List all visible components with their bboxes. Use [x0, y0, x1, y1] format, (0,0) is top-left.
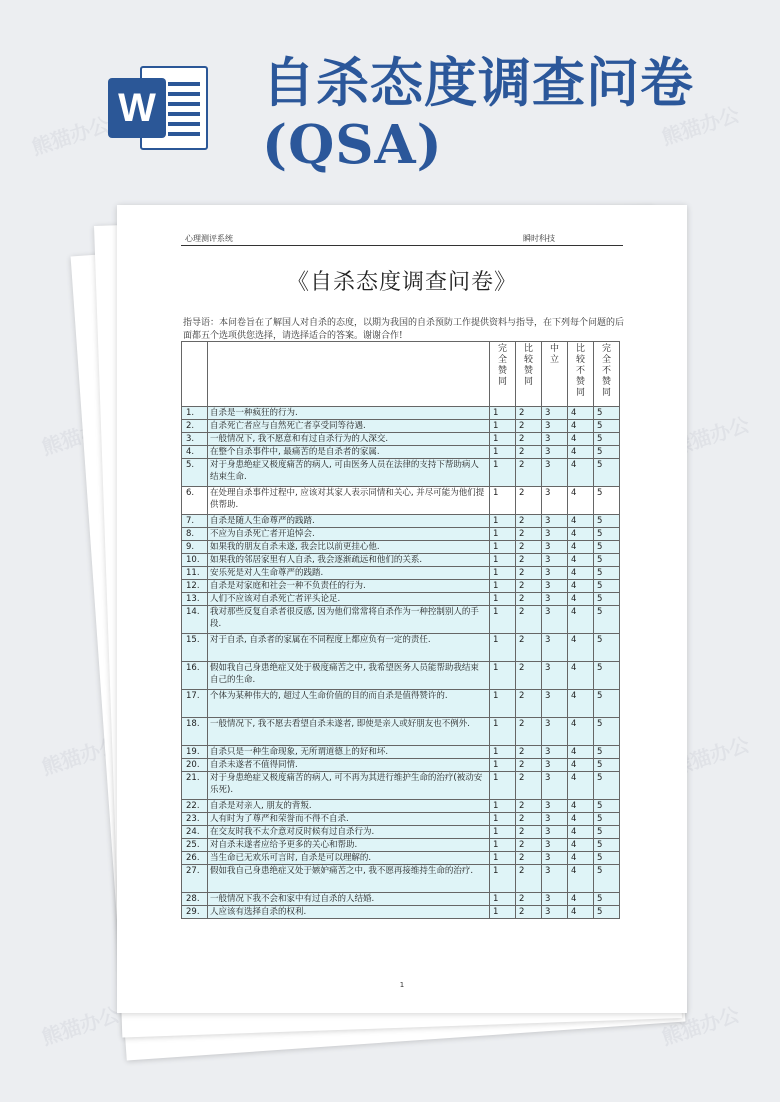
instructions: 指导语：本问卷旨在了解国人对自杀的态度，以期为我国的自杀预防工作提供资料与指导，在下列每个问题的后面都五个选项供您选择，请选择适合的答案。谢谢合作!	[183, 318, 625, 341]
item-number: 23.	[182, 813, 208, 826]
answer-option[interactable]: 4	[568, 554, 594, 567]
answer-option[interactable]: 3	[542, 746, 568, 759]
table-row	[182, 718, 620, 746]
item-statement: 对于身患绝症又极度痛苦的病人, 可不再为其进行维护生命的治疗(被动安乐死).	[208, 772, 490, 800]
answer-option[interactable]: 1	[490, 567, 516, 580]
page-number: 1	[399, 981, 405, 989]
table-row	[182, 839, 620, 852]
table-row	[182, 759, 620, 772]
item-statement: 当生命已无欢乐可言时, 自杀是可以理解的.	[208, 852, 490, 865]
item-number: 29.	[182, 906, 208, 919]
answer-option[interactable]: 5	[594, 541, 620, 554]
answer-option[interactable]: 2	[516, 690, 542, 718]
answer-option[interactable]: 2	[516, 593, 542, 606]
answer-option[interactable]: 1	[490, 634, 516, 662]
item-statement: 自杀是对亲人, 朋友的背叛.	[208, 800, 490, 813]
answer-option[interactable]: 3	[542, 541, 568, 554]
answer-option[interactable]: 4	[568, 662, 594, 690]
item-number: 7.	[182, 515, 208, 528]
page-header	[181, 233, 623, 246]
item-statement: 对自杀未遂者应给予更多的关心和帮助.	[208, 839, 490, 852]
item-number: 21.	[182, 772, 208, 800]
answer-option[interactable]: 2	[516, 746, 542, 759]
answer-option[interactable]: 4	[568, 459, 594, 487]
item-statement: 自杀是随人生命尊严的践踏.	[208, 515, 490, 528]
column-header: 中立	[542, 342, 568, 407]
watermark: 熊猫办公	[38, 412, 123, 460]
answer-option[interactable]: 3	[542, 593, 568, 606]
answer-option[interactable]: 5	[594, 580, 620, 593]
answer-option[interactable]: 3	[542, 772, 568, 800]
item-statement: 自杀是一种疯狂的行为.	[208, 407, 490, 420]
banner-title-line2: (QSA)	[262, 114, 443, 176]
item-statement: 个体为某种伟大的, 超过人生命价值的目的而自杀是值得赞许的.	[208, 690, 490, 718]
answer-option[interactable]: 3	[542, 662, 568, 690]
answer-option[interactable]: 4	[568, 606, 594, 634]
item-statement: 自杀是对家庭和社会一种不负责任的行为.	[208, 580, 490, 593]
answer-option[interactable]: 4	[568, 813, 594, 826]
watermark: 熊猫办公	[658, 102, 743, 150]
answer-option[interactable]: 5	[594, 839, 620, 852]
answer-option[interactable]: 4	[568, 593, 594, 606]
table-row	[182, 800, 620, 813]
answer-option[interactable]: 2	[516, 813, 542, 826]
table-row	[182, 420, 620, 433]
answer-option[interactable]: 3	[542, 420, 568, 433]
answer-option[interactable]: 4	[568, 759, 594, 772]
table-header-row	[182, 342, 620, 407]
watermark: 熊猫办公	[668, 412, 753, 460]
answer-option[interactable]: 1	[490, 446, 516, 459]
answer-option[interactable]: 4	[568, 407, 594, 420]
answer-option[interactable]: 1	[490, 826, 516, 839]
answer-option[interactable]: 1	[490, 746, 516, 759]
table-row	[182, 634, 620, 662]
answer-option[interactable]: 3	[542, 459, 568, 487]
answer-option[interactable]: 4	[568, 865, 594, 893]
answer-option[interactable]: 1	[490, 800, 516, 813]
column-header: 完全赞同	[490, 342, 516, 407]
answer-option[interactable]: 3	[542, 580, 568, 593]
answer-option[interactable]: 1	[490, 772, 516, 800]
item-statement: 人们不应该对自杀死亡者评头论足.	[208, 593, 490, 606]
answer-option[interactable]: 1	[490, 580, 516, 593]
item-number: 15.	[182, 634, 208, 662]
answer-option[interactable]: 4	[568, 800, 594, 813]
answer-option[interactable]: 2	[516, 634, 542, 662]
answer-option[interactable]: 3	[542, 813, 568, 826]
answer-option[interactable]: 4	[568, 690, 594, 718]
answer-option[interactable]: 2	[516, 515, 542, 528]
banner-title	[262, 52, 762, 176]
item-statement: 一般情况下, 我不愿去看望自杀未遂者, 即使是亲人或好朋友也不例外.	[208, 718, 490, 746]
item-statement: 自杀只是一种生命现象, 无所谓道德上的好和坏.	[208, 746, 490, 759]
answer-option[interactable]: 1	[490, 593, 516, 606]
answer-option[interactable]: 2	[516, 800, 542, 813]
answer-option[interactable]: 2	[516, 826, 542, 839]
table-row	[182, 446, 620, 459]
answer-option[interactable]: 5	[594, 593, 620, 606]
item-statement: 安乐死是对人生命尊严的践踏.	[208, 567, 490, 580]
column-header: 完全不赞同	[594, 342, 620, 407]
answer-option[interactable]: 2	[516, 580, 542, 593]
answer-option[interactable]: 3	[542, 865, 568, 893]
answer-option[interactable]: 3	[542, 407, 568, 420]
item-number: 14.	[182, 606, 208, 634]
answer-option[interactable]: 4	[568, 893, 594, 906]
table-row	[182, 567, 620, 580]
answer-option[interactable]: 2	[516, 459, 542, 487]
answer-option[interactable]: 3	[542, 567, 568, 580]
answer-option[interactable]: 4	[568, 433, 594, 446]
answer-option[interactable]: 3	[542, 433, 568, 446]
answer-option[interactable]: 4	[568, 487, 594, 515]
item-number: 17.	[182, 690, 208, 718]
answer-option[interactable]: 2	[516, 487, 542, 515]
item-statement: 在交友时我不太介意对反时候有过自杀行为.	[208, 826, 490, 839]
answer-option[interactable]: 5	[594, 826, 620, 839]
item-number: 11.	[182, 567, 208, 580]
answer-option[interactable]: 1	[490, 487, 516, 515]
answer-option[interactable]: 5	[594, 759, 620, 772]
answer-option[interactable]: 5	[594, 813, 620, 826]
answer-option[interactable]: 3	[542, 554, 568, 567]
answer-option[interactable]: 1	[490, 813, 516, 826]
answer-option[interactable]: 1	[490, 515, 516, 528]
item-statement: 我对那些反复自杀者很反感, 因为他们常常将自杀作为一种控制别人的手段.	[208, 606, 490, 634]
answer-option[interactable]: 5	[594, 772, 620, 800]
table-row	[182, 554, 620, 567]
answer-option[interactable]: 4	[568, 852, 594, 865]
item-number: 24.	[182, 826, 208, 839]
item-number: 20.	[182, 759, 208, 772]
answer-option[interactable]: 4	[568, 541, 594, 554]
answer-option[interactable]: 4	[568, 906, 594, 919]
answer-option[interactable]: 1	[490, 662, 516, 690]
answer-option[interactable]: 5	[594, 906, 620, 919]
answer-option[interactable]: 4	[568, 528, 594, 541]
item-number: 18.	[182, 718, 208, 746]
answer-option[interactable]: 1	[490, 541, 516, 554]
word-document-icon	[108, 62, 210, 154]
table-row	[182, 541, 620, 554]
item-number: 6.	[182, 487, 208, 515]
column-header: 比较赞同	[516, 342, 542, 407]
answer-option[interactable]: 3	[542, 515, 568, 528]
page-header-left: 心理测评系统	[185, 234, 233, 243]
answer-option[interactable]: 2	[516, 906, 542, 919]
answer-option[interactable]: 2	[516, 852, 542, 865]
table-row	[182, 772, 620, 800]
answer-option[interactable]: 5	[594, 852, 620, 865]
answer-option[interactable]: 5	[594, 690, 620, 718]
document-title: 《自杀态度调查问卷》	[286, 270, 517, 295]
table-row	[182, 593, 620, 606]
table-row	[182, 906, 620, 919]
answer-option[interactable]: 3	[542, 718, 568, 746]
answer-option[interactable]: 2	[516, 541, 542, 554]
item-statement: 自杀未遂者不值得同情.	[208, 759, 490, 772]
answer-option[interactable]: 5	[594, 446, 620, 459]
answer-option[interactable]: 5	[594, 515, 620, 528]
watermark: 熊猫办公	[38, 732, 123, 780]
answer-option[interactable]: 5	[594, 487, 620, 515]
header-blank	[208, 342, 490, 407]
answer-option[interactable]: 3	[542, 634, 568, 662]
table-row	[182, 459, 620, 487]
answer-option[interactable]: 2	[516, 554, 542, 567]
item-number: 1.	[182, 407, 208, 420]
table-row	[182, 580, 620, 593]
answer-option[interactable]: 5	[594, 459, 620, 487]
answer-option[interactable]: 4	[568, 826, 594, 839]
answer-option[interactable]: 4	[568, 839, 594, 852]
answer-option[interactable]: 3	[542, 759, 568, 772]
watermark: 熊猫办公	[658, 1002, 743, 1050]
item-number: 26.	[182, 852, 208, 865]
item-statement: 如果我的邻居家里有人自杀, 我会逐渐疏远和他们的关系.	[208, 554, 490, 567]
item-number: 8.	[182, 528, 208, 541]
table-row	[182, 826, 620, 839]
answer-option[interactable]: 3	[542, 839, 568, 852]
word-badge: W	[108, 78, 166, 138]
answer-option[interactable]: 2	[516, 865, 542, 893]
answer-option[interactable]: 1	[490, 407, 516, 420]
answer-option[interactable]: 2	[516, 528, 542, 541]
answer-option[interactable]: 1	[490, 459, 516, 487]
answer-option[interactable]: 4	[568, 718, 594, 746]
answer-option[interactable]: 2	[516, 839, 542, 852]
table-row	[182, 852, 620, 865]
item-number: 12.	[182, 580, 208, 593]
answer-option[interactable]: 5	[594, 800, 620, 813]
answer-option[interactable]: 1	[490, 433, 516, 446]
answer-option[interactable]: 4	[568, 515, 594, 528]
answer-option[interactable]: 5	[594, 634, 620, 662]
answer-option[interactable]: 4	[568, 446, 594, 459]
item-number: 25.	[182, 839, 208, 852]
item-number: 19.	[182, 746, 208, 759]
answer-option[interactable]: 1	[490, 865, 516, 893]
answer-option[interactable]: 1	[490, 906, 516, 919]
answer-option[interactable]: 2	[516, 606, 542, 634]
answer-option[interactable]: 3	[542, 826, 568, 839]
answer-option[interactable]: 2	[516, 420, 542, 433]
answer-option[interactable]: 1	[490, 852, 516, 865]
item-statement: 假如我自己身患绝症又处于嫉妒痛苦之中, 我不愿再接维持生命的治疗.	[208, 865, 490, 893]
table-row	[182, 690, 620, 718]
table-row	[182, 487, 620, 515]
watermark: 熊猫办公	[38, 1002, 123, 1050]
answer-option[interactable]: 5	[594, 554, 620, 567]
answer-option[interactable]: 5	[594, 718, 620, 746]
item-number: 28.	[182, 893, 208, 906]
item-statement: 对于身患绝症又极度痛苦的病人, 可由医务人员在法律的支持下帮助病人结束生命.	[208, 459, 490, 487]
answer-option[interactable]: 2	[516, 662, 542, 690]
answer-option[interactable]: 2	[516, 718, 542, 746]
answer-option[interactable]: 4	[568, 634, 594, 662]
item-statement: 对于自杀, 自杀者的家属在不同程度上都应负有一定的责任.	[208, 634, 490, 662]
answer-option[interactable]: 5	[594, 407, 620, 420]
table-row	[182, 515, 620, 528]
item-statement: 自杀死亡者应与自然死亡者享受同等待遇.	[208, 420, 490, 433]
answer-option[interactable]: 1	[490, 420, 516, 433]
item-statement: 一般情况下我不会和家中有过自杀的人结婚.	[208, 893, 490, 906]
table-row	[182, 528, 620, 541]
answer-option[interactable]: 3	[542, 906, 568, 919]
answer-option[interactable]: 4	[568, 746, 594, 759]
answer-option[interactable]: 5	[594, 893, 620, 906]
document-page	[117, 205, 687, 1013]
banner-title-line1: 自杀态度调查问卷	[262, 52, 694, 114]
answer-option[interactable]: 3	[542, 800, 568, 813]
answer-option[interactable]: 4	[568, 580, 594, 593]
answer-option[interactable]: 2	[516, 407, 542, 420]
item-statement: 一般情况下, 我不愿意和有过自杀行为的人深交.	[208, 433, 490, 446]
item-number: 2.	[182, 420, 208, 433]
answer-option[interactable]: 1	[490, 606, 516, 634]
answer-option[interactable]: 3	[542, 446, 568, 459]
table-row	[182, 662, 620, 690]
answer-option[interactable]: 2	[516, 772, 542, 800]
answer-option[interactable]: 3	[542, 528, 568, 541]
table-row	[182, 893, 620, 906]
answer-option[interactable]: 4	[568, 772, 594, 800]
answer-option[interactable]: 1	[490, 528, 516, 541]
answer-option[interactable]: 3	[542, 893, 568, 906]
answer-option[interactable]: 1	[490, 893, 516, 906]
answer-option[interactable]: 4	[568, 420, 594, 433]
answer-option[interactable]: 1	[490, 839, 516, 852]
answer-option[interactable]: 2	[516, 893, 542, 906]
item-statement: 不应为自杀死亡者开追悼会.	[208, 528, 490, 541]
answer-option[interactable]: 5	[594, 606, 620, 634]
answer-option[interactable]: 3	[542, 487, 568, 515]
item-statement: 人有时为了尊严和荣誉而不得不自杀.	[208, 813, 490, 826]
item-statement: 在处理自杀事件过程中, 应该对其家人表示同情和关心, 并尽可能为他们提供帮助.	[208, 487, 490, 515]
item-statement: 人应该有选择自杀的权利.	[208, 906, 490, 919]
answer-option[interactable]: 2	[516, 433, 542, 446]
answer-option[interactable]: 1	[490, 718, 516, 746]
item-number: 10.	[182, 554, 208, 567]
answer-option[interactable]: 2	[516, 567, 542, 580]
watermark: 熊猫办公	[668, 732, 753, 780]
item-number: 3.	[182, 433, 208, 446]
item-number: 22.	[182, 800, 208, 813]
item-statement: 假如我自己身患绝症又处于极度痛苦之中, 我希望医务人员能帮助我结束自己的生命.	[208, 662, 490, 690]
item-number: 4.	[182, 446, 208, 459]
item-statement: 如果我的朋友自杀未遂, 我会比以前更挂心他.	[208, 541, 490, 554]
item-number: 13.	[182, 593, 208, 606]
questionnaire-table	[181, 341, 620, 919]
item-statement: 在整个自杀事件中, 最痛苦的是自杀者的家属.	[208, 446, 490, 459]
answer-option[interactable]: 4	[568, 567, 594, 580]
column-header: 比较不赞同	[568, 342, 594, 407]
item-number: 16.	[182, 662, 208, 690]
answer-option[interactable]: 5	[594, 433, 620, 446]
item-number: 27.	[182, 865, 208, 893]
header-blank	[182, 342, 208, 407]
answer-option[interactable]: 5	[594, 746, 620, 759]
item-number: 5.	[182, 459, 208, 487]
answer-option[interactable]: 1	[490, 690, 516, 718]
table-row	[182, 433, 620, 446]
item-number: 9.	[182, 541, 208, 554]
table-row	[182, 865, 620, 893]
answer-option[interactable]: 3	[542, 852, 568, 865]
page-header-right: 瞬时科技	[523, 234, 555, 243]
answer-option[interactable]: 2	[516, 446, 542, 459]
answer-option[interactable]: 3	[542, 690, 568, 718]
table-row	[182, 407, 620, 420]
answer-option[interactable]: 5	[594, 865, 620, 893]
table-row	[182, 746, 620, 759]
answer-option[interactable]: 2	[516, 759, 542, 772]
table-row	[182, 606, 620, 634]
table-row	[182, 813, 620, 826]
watermark: 熊猫办公	[28, 112, 113, 160]
answer-option[interactable]: 5	[594, 420, 620, 433]
answer-option[interactable]: 3	[542, 606, 568, 634]
answer-option[interactable]: 5	[594, 567, 620, 580]
answer-option[interactable]: 5	[594, 662, 620, 690]
answer-option[interactable]: 5	[594, 528, 620, 541]
answer-option[interactable]: 1	[490, 759, 516, 772]
answer-option[interactable]: 1	[490, 554, 516, 567]
